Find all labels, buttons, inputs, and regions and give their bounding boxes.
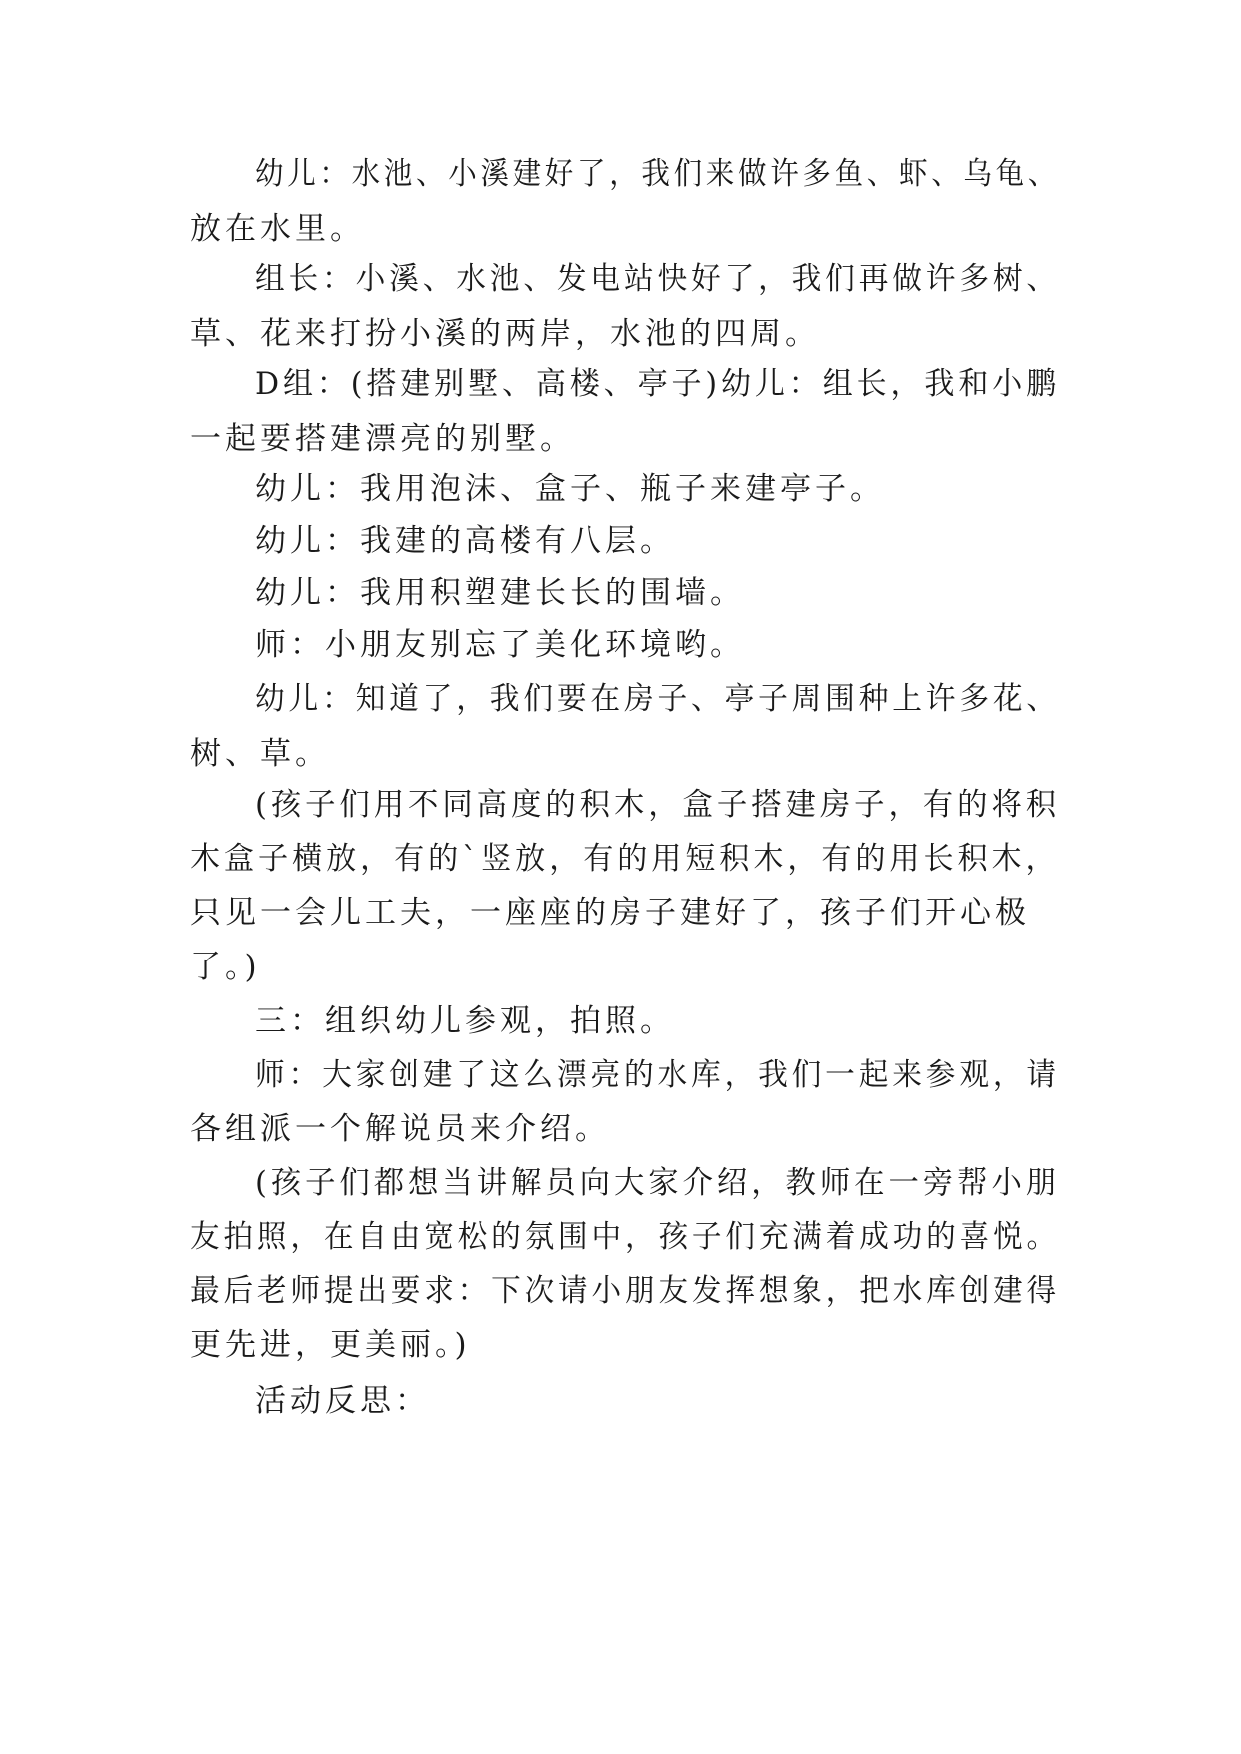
text-line: 师：大家创建了这么漂亮的水库，我们一起来参观，请: [255, 1057, 1060, 1093]
text-line: D组：(搭建别墅、高楼、亭子)幼儿：组长，我和小鹏: [255, 366, 1061, 402]
text-line: 放在水里。: [190, 211, 365, 247]
text-line: (孩子们用不同高度的积木，盒子搭建房子，有的将积: [255, 787, 1061, 823]
text-line: 活动反思：: [255, 1383, 430, 1419]
text-line: 了。): [190, 949, 261, 985]
text-line: 幼儿：我用泡沫、盒子、瓶子来建亭子。: [255, 471, 885, 507]
text-line: 三：组织幼儿参观，拍照。: [255, 1003, 675, 1039]
text-line: 友拍照，在自由宽松的氛围中，孩子们充满着成功的喜悦。: [190, 1219, 1060, 1255]
text-line: 师：小朋友别忘了美化环境哟。: [255, 627, 745, 663]
text-line: 幼儿：我建的高楼有八层。: [255, 523, 675, 559]
text-line: 一起要搭建漂亮的别墅。: [190, 421, 575, 457]
text-line: 幼儿：水池、小溪建好了，我们来做许多鱼、虾、乌龟、: [255, 156, 1060, 192]
text-line: 只见一会儿工夫，一座座的房子建好了，孩子们开心极: [190, 895, 1030, 931]
text-line: 各组派一个解说员来介绍。: [190, 1111, 610, 1147]
text-line: 更先进，更美丽。): [190, 1327, 471, 1363]
text-line: 幼儿：我用积塑建长长的围墙。: [255, 575, 745, 611]
text-line: (孩子们都想当讲解员向大家介绍，教师在一旁帮小朋: [255, 1165, 1061, 1201]
text-line: 最后老师提出要求：下次请小朋友发挥想象，把水库创建得: [190, 1273, 1060, 1309]
text-line: 幼儿：知道了，我们要在房子、亭子周围种上许多花、: [255, 681, 1060, 717]
text-line: 组长：小溪、水池、发电站快好了，我们再做许多树、: [255, 261, 1060, 297]
text-line: 木盒子横放，有的`竖放，有的用短积木，有的用长积木，: [190, 841, 1060, 877]
text-line: 草、花来打扮小溪的两岸，水池的四周。: [190, 316, 820, 352]
text-line: 树、草。: [190, 736, 330, 772]
